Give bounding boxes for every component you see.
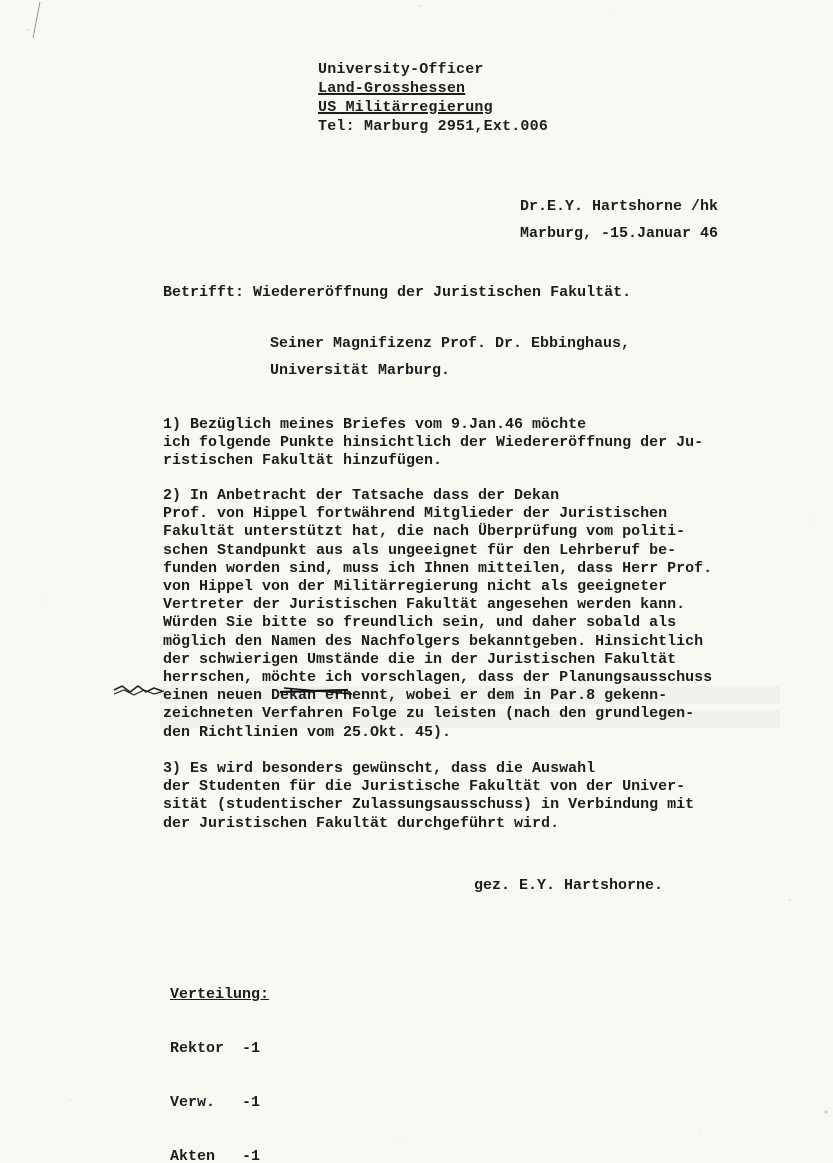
paragraph-2: 2) In Anbetracht der Tatsache dass der Dekan Prof. von Hippel fortwährend Mitglieder der Juristischen Fakultät unterstützt hat, die nach Überprüfung vom politi- schen Standpunkt aus als ungeeignet für den Lehrberuf be- funden worden sind, muss ich Ihnen mitteilen, dass Herr Prof. von Hippel von der Militärregierung nicht als geeigneter Vertreter der Juristischen Fakultät angesehen werden kann. Würden Sie bitte so freundlich sein, und daher sobald als möglich den Namen des Nachfolgers bekanntgeben. Hinsichtlich der schwierigen Umstände die in der Juristischen Fakultät herrschen, möchte ich vorschlagen, dass der Planungsausschuss einen neuen Dekan ernennt, wobei er dem in Par.8 gekenn- zeichneten Verfahren Folge zu leisten (nach den grundlegen- den Richtlinien vom 25.Okt. 45). [163, 487, 713, 741]
distribution-row: Verw. -1 [170, 1094, 261, 1111]
paragraph-1: 1) Bezüglich meines Briefes vom 9.Jan.46 möchte ich folgende Punkte hinsichtlich der Wiedereröffnung der Ju- ristischen Fakultät hinzufügen. [163, 416, 704, 470]
place-date: Marburg, -15.Januar 46 [520, 225, 719, 242]
distribution-list [170, 950, 269, 1163]
letterhead-state: Land-Grosshessen [318, 80, 466, 97]
letterhead-office: University-Officer [318, 61, 484, 78]
letterhead-telephone: Tel: Marburg 2951,Ext.006 [318, 118, 549, 135]
paragraph-3: 3) Es wird besonders gewünscht, dass die Auswahl der Studenten für die Juristische Fakultät von der Univer- sität (studentischer Zulassungsausschuss) in Verbindung mit der Juristischen Fakultät durchgeführt wird. [163, 760, 695, 832]
distribution-row: Rektor -1 [170, 1040, 261, 1057]
signature-line: gez. E.Y. Hartshorne. [474, 877, 664, 894]
distribution-row: Akten -1 [170, 1148, 261, 1163]
distribution-heading: Verteilung: [170, 986, 270, 1003]
addressee-block [270, 330, 630, 384]
subject-line: Betrifft: Wiedereröffnung der Juristischen Fakultät. [163, 284, 632, 301]
sender-block [520, 193, 718, 247]
handwritten-correction-mark [112, 680, 372, 704]
addressee-institution: Universität Marburg. [270, 362, 451, 379]
addressee-name: Seiner Magnifizenz Prof. Dr. Ebbinghaus, [270, 335, 631, 352]
sender-name: Dr.E.Y. Hartshorne /hk [520, 198, 719, 215]
letterhead [318, 60, 548, 136]
letterhead-government: US Militärregierung [318, 99, 493, 116]
